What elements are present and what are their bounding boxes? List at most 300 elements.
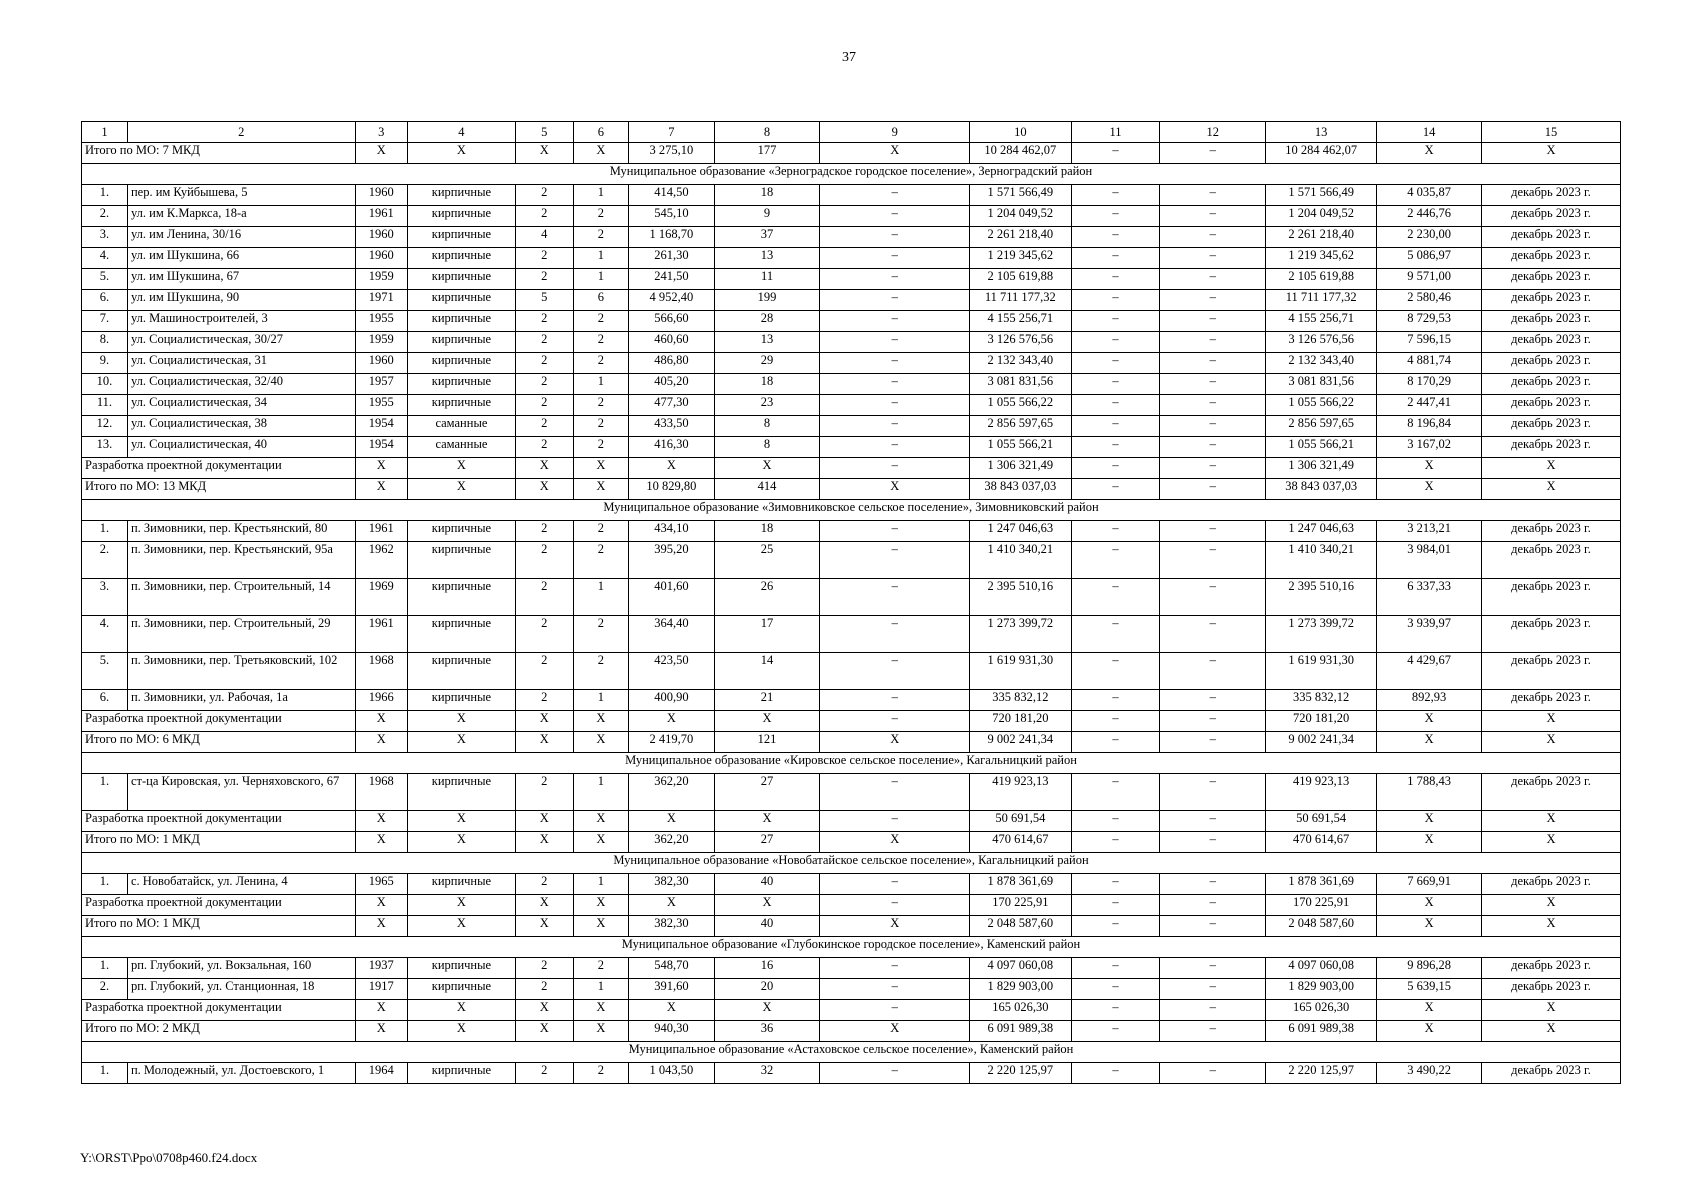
table-cell: X — [820, 832, 970, 853]
table-cell: 486,80 — [629, 353, 715, 374]
table-cell: 2 — [573, 521, 629, 542]
building-row — [82, 395, 1621, 416]
table-cell: 1960 — [355, 248, 407, 269]
table-cell: – — [1160, 374, 1266, 395]
table-cell: – — [820, 811, 970, 832]
table-cell: X — [1377, 711, 1482, 732]
building-row — [82, 416, 1621, 437]
table-cell: X — [407, 458, 515, 479]
table-cell: X — [714, 711, 820, 732]
table-cell: – — [820, 579, 970, 616]
building-row — [82, 185, 1621, 206]
table-cell: 3 167,02 — [1377, 437, 1482, 458]
table-cell: 1 273 399,72 — [970, 616, 1072, 653]
housing-repair-table — [81, 121, 1621, 1084]
table-cell: X — [407, 732, 515, 753]
table-cell: X — [1481, 479, 1620, 500]
table-cell: 14 — [714, 653, 820, 690]
table-cell: 2 — [573, 653, 629, 690]
building-address: п. Молодежный, ул. Достоевского, 1 — [127, 1063, 355, 1084]
table-cell: 405,20 — [629, 374, 715, 395]
table-cell: 1966 — [355, 690, 407, 711]
table-cell: X — [515, 1021, 573, 1042]
table-cell: 940,30 — [629, 1021, 715, 1042]
building-row — [82, 774, 1621, 811]
table-cell: 2 105 619,88 — [1266, 269, 1377, 290]
table-cell: X — [355, 479, 407, 500]
table-cell: 2 — [573, 332, 629, 353]
table-cell: – — [820, 1063, 970, 1084]
table-cell: X — [820, 916, 970, 937]
table-cell: 2 132 343,40 — [970, 353, 1072, 374]
table-cell: – — [820, 227, 970, 248]
table-cell: 2 — [573, 616, 629, 653]
table-cell: X — [1377, 916, 1482, 937]
column-header: 14 — [1377, 122, 1482, 143]
table-cell: – — [1160, 774, 1266, 811]
table-cell: 1962 — [355, 542, 407, 579]
table-cell: – — [1160, 542, 1266, 579]
summary-label: Разработка проектной документации — [82, 895, 356, 916]
table-cell: – — [1160, 248, 1266, 269]
table-cell: – — [1071, 269, 1160, 290]
table-cell: – — [1160, 653, 1266, 690]
table-cell: 2 — [573, 311, 629, 332]
table-cell: 36 — [714, 1021, 820, 1042]
table-cell: – — [1071, 774, 1160, 811]
building-address: пер. им Куйбышева, 5 — [127, 185, 355, 206]
table-cell: X — [1377, 1000, 1482, 1021]
table-cell: – — [1160, 416, 1266, 437]
table-cell: 13 — [714, 332, 820, 353]
building-row — [82, 542, 1621, 579]
table-cell: 170 225,91 — [970, 895, 1072, 916]
summary-row — [82, 479, 1621, 500]
table-cell: X — [355, 832, 407, 853]
summary-row — [82, 732, 1621, 753]
row-number: 2. — [82, 979, 128, 1000]
table-cell: 26 — [714, 579, 820, 616]
row-number: 2. — [82, 542, 128, 579]
table-cell: кирпичные — [407, 958, 515, 979]
table-cell: 1957 — [355, 374, 407, 395]
table-cell: – — [820, 979, 970, 1000]
table-cell: 165 026,30 — [970, 1000, 1072, 1021]
table-cell: 2 132 343,40 — [1266, 353, 1377, 374]
building-row — [82, 521, 1621, 542]
table-cell: 892,93 — [1377, 690, 1482, 711]
table-cell: декабрь 2023 г. — [1481, 269, 1620, 290]
table-cell: – — [1071, 521, 1160, 542]
table-cell: 2 — [515, 332, 573, 353]
table-cell: 1 — [573, 979, 629, 1000]
table-cell: X — [573, 832, 629, 853]
building-row — [82, 206, 1621, 227]
table-cell: 3 275,10 — [629, 143, 715, 164]
table-cell: 9 571,00 — [1377, 269, 1482, 290]
table-cell: декабрь 2023 г. — [1481, 774, 1620, 811]
table-cell: 18 — [714, 185, 820, 206]
table-cell: 1 619 931,30 — [1266, 653, 1377, 690]
table-cell: – — [820, 332, 970, 353]
table-cell: 4 035,87 — [1377, 185, 1482, 206]
table-cell: 7 596,15 — [1377, 332, 1482, 353]
table-cell: 121 — [714, 732, 820, 753]
municipality-name: Муниципальное образование «Зерноградское городское поселение», Зерноградский район — [82, 164, 1621, 185]
table-cell: 4 429,67 — [1377, 653, 1482, 690]
table-cell: декабрь 2023 г. — [1481, 579, 1620, 616]
table-cell: 2 — [515, 185, 573, 206]
table-cell: 1 410 340,21 — [1266, 542, 1377, 579]
table-cell: кирпичные — [407, 248, 515, 269]
table-cell: – — [1160, 311, 1266, 332]
table-cell: 38 843 037,03 — [1266, 479, 1377, 500]
municipality-section-row — [82, 164, 1621, 185]
table-cell: 335 832,12 — [970, 690, 1072, 711]
table-cell: X — [407, 916, 515, 937]
row-number: 5. — [82, 269, 128, 290]
table-cell: 1 788,43 — [1377, 774, 1482, 811]
table-cell: – — [1160, 332, 1266, 353]
table-cell: X — [407, 479, 515, 500]
column-header: 5 — [515, 122, 573, 143]
building-row — [82, 979, 1621, 1000]
table-cell: 400,90 — [629, 690, 715, 711]
table-cell: 2 — [515, 248, 573, 269]
table-cell: 25 — [714, 542, 820, 579]
table-cell: X — [515, 479, 573, 500]
table-cell: X — [355, 711, 407, 732]
table-cell: 1959 — [355, 269, 407, 290]
table-cell: 382,30 — [629, 874, 715, 895]
table-cell: X — [1377, 811, 1482, 832]
table-cell: 2 — [573, 206, 629, 227]
table-cell: X — [1377, 1021, 1482, 1042]
table-cell: 8 170,29 — [1377, 374, 1482, 395]
table-cell: 8 196,84 — [1377, 416, 1482, 437]
table-cell: 1971 — [355, 290, 407, 311]
table-cell: – — [1160, 732, 1266, 753]
table-cell: 17 — [714, 616, 820, 653]
table-cell: 477,30 — [629, 395, 715, 416]
municipality-name: Муниципальное образование «Кировское сельское поселение», Кагальницкий район — [82, 753, 1621, 774]
table-cell: кирпичные — [407, 269, 515, 290]
table-cell: – — [1071, 374, 1160, 395]
table-cell: – — [1071, 579, 1160, 616]
table-cell: 1961 — [355, 521, 407, 542]
row-number: 1. — [82, 774, 128, 811]
table-cell: кирпичные — [407, 332, 515, 353]
table-cell: – — [820, 653, 970, 690]
summary-label: Разработка проектной документации — [82, 711, 356, 732]
table-cell: 1968 — [355, 774, 407, 811]
table-cell: 177 — [714, 143, 820, 164]
summary-row — [82, 143, 1621, 164]
row-number: 3. — [82, 579, 128, 616]
table-cell: X — [355, 143, 407, 164]
table-cell: декабрь 2023 г. — [1481, 521, 1620, 542]
table-cell: 1968 — [355, 653, 407, 690]
table-cell: 8 — [714, 437, 820, 458]
table-cell: 720 181,20 — [970, 711, 1072, 732]
table-cell: 1 306 321,49 — [970, 458, 1072, 479]
table-cell: декабрь 2023 г. — [1481, 290, 1620, 311]
table-cell: 11 — [714, 269, 820, 290]
table-cell: X — [1481, 832, 1620, 853]
table-cell: X — [1377, 143, 1482, 164]
table-cell: – — [1071, 206, 1160, 227]
table-cell: 395,20 — [629, 542, 715, 579]
table-cell: 335 832,12 — [1266, 690, 1377, 711]
municipality-section-row — [82, 753, 1621, 774]
table-cell: 29 — [714, 353, 820, 374]
building-row — [82, 690, 1621, 711]
table-cell: 38 843 037,03 — [970, 479, 1072, 500]
building-address: п. Зимовники, пер. Крестьянский, 80 — [127, 521, 355, 542]
table-cell: 3 490,22 — [1377, 1063, 1482, 1084]
municipality-name: Муниципальное образование «Глубокинское городское поселение», Каменский район — [82, 937, 1621, 958]
table-cell: – — [1071, 895, 1160, 916]
building-address: ст-ца Кировская, ул. Черняховского, 67 — [127, 774, 355, 811]
table-cell: X — [573, 1021, 629, 1042]
table-cell: – — [1160, 1021, 1266, 1042]
table-cell: 1954 — [355, 416, 407, 437]
building-row — [82, 227, 1621, 248]
building-address: ул. Машиностроителей, 3 — [127, 311, 355, 332]
building-address: ул. Социалистическая, 40 — [127, 437, 355, 458]
table-cell: 1 — [573, 579, 629, 616]
table-cell: – — [1160, 353, 1266, 374]
table-cell: 2 105 619,88 — [970, 269, 1072, 290]
table-cell: 2 856 597,65 — [1266, 416, 1377, 437]
municipality-section-row — [82, 500, 1621, 521]
table-cell: X — [407, 711, 515, 732]
column-header: 6 — [573, 122, 629, 143]
table-cell: 1964 — [355, 1063, 407, 1084]
table-cell: 2 261 218,40 — [1266, 227, 1377, 248]
table-cell: X — [1481, 143, 1620, 164]
table-cell: – — [820, 353, 970, 374]
table-cell: 241,50 — [629, 269, 715, 290]
summary-label: Итого по МО: 13 МКД — [82, 479, 356, 500]
table-cell: 2 220 125,97 — [1266, 1063, 1377, 1084]
table-cell: 5 639,15 — [1377, 979, 1482, 1000]
table-cell: – — [1071, 732, 1160, 753]
table-cell: 2 — [515, 269, 573, 290]
table-cell: декабрь 2023 г. — [1481, 206, 1620, 227]
table-cell: 1 — [573, 874, 629, 895]
table-cell: – — [1071, 874, 1160, 895]
table-cell: 2 — [515, 437, 573, 458]
table-cell: X — [355, 732, 407, 753]
table-cell: X — [714, 1000, 820, 1021]
table-cell: X — [629, 1000, 715, 1021]
building-row — [82, 579, 1621, 616]
table-cell: 470 614,67 — [1266, 832, 1377, 853]
table-cell: 5 — [515, 290, 573, 311]
table-cell: 6 337,33 — [1377, 579, 1482, 616]
page-number: 37 — [842, 50, 856, 65]
summary-label: Итого по МО: 7 МКД — [82, 143, 356, 164]
table-cell: – — [1160, 958, 1266, 979]
row-number: 7. — [82, 311, 128, 332]
table-cell: декабрь 2023 г. — [1481, 1063, 1620, 1084]
table-cell: – — [1071, 353, 1160, 374]
table-cell: декабрь 2023 г. — [1481, 227, 1620, 248]
table-cell: – — [1160, 185, 1266, 206]
building-row — [82, 374, 1621, 395]
table-cell: 414 — [714, 479, 820, 500]
table-cell: 1917 — [355, 979, 407, 1000]
table-cell: 2 446,76 — [1377, 206, 1482, 227]
table-cell: декабрь 2023 г. — [1481, 353, 1620, 374]
table-cell: – — [820, 395, 970, 416]
table-cell: X — [714, 895, 820, 916]
table-cell: X — [1481, 811, 1620, 832]
row-number: 1. — [82, 185, 128, 206]
table-cell: – — [1160, 832, 1266, 853]
table-cell: 2 395 510,16 — [1266, 579, 1377, 616]
table-cell: 1955 — [355, 395, 407, 416]
table-cell: 2 — [515, 416, 573, 437]
table-cell: 1 — [573, 269, 629, 290]
table-cell: декабрь 2023 г. — [1481, 958, 1620, 979]
building-address: ул. Социалистическая, 34 — [127, 395, 355, 416]
table-cell: – — [820, 1000, 970, 1021]
table-cell: саманные — [407, 416, 515, 437]
row-number: 12. — [82, 416, 128, 437]
table-cell: – — [820, 206, 970, 227]
table-cell: саманные — [407, 437, 515, 458]
table-cell: – — [820, 311, 970, 332]
table-cell: – — [820, 616, 970, 653]
table-cell: 1 878 361,69 — [1266, 874, 1377, 895]
table-cell: декабрь 2023 г. — [1481, 690, 1620, 711]
row-number: 9. — [82, 353, 128, 374]
table-cell: декабрь 2023 г. — [1481, 653, 1620, 690]
table-cell: 2 — [573, 958, 629, 979]
table-cell: – — [1071, 227, 1160, 248]
table-cell: кирпичные — [407, 206, 515, 227]
row-number: 1. — [82, 521, 128, 542]
table-cell: – — [1160, 290, 1266, 311]
table-cell: – — [1160, 874, 1266, 895]
table-cell: – — [820, 248, 970, 269]
table-cell: 6 — [573, 290, 629, 311]
table-cell: 3 984,01 — [1377, 542, 1482, 579]
table-cell: 1 410 340,21 — [970, 542, 1072, 579]
table-cell: декабрь 2023 г. — [1481, 332, 1620, 353]
table-cell: декабрь 2023 г. — [1481, 874, 1620, 895]
table-cell: – — [1160, 711, 1266, 732]
table-cell: 18 — [714, 521, 820, 542]
table-cell: 1 204 049,52 — [1266, 206, 1377, 227]
summary-row — [82, 1000, 1621, 1021]
summary-row — [82, 895, 1621, 916]
table-cell: 1 — [573, 374, 629, 395]
column-number-row — [82, 122, 1621, 143]
table-cell: – — [1071, 616, 1160, 653]
table-cell: кирпичные — [407, 874, 515, 895]
table-cell: 10 284 462,07 — [1266, 143, 1377, 164]
table-cell: 1 247 046,63 — [1266, 521, 1377, 542]
table-cell: декабрь 2023 г. — [1481, 395, 1620, 416]
table-cell: 8 — [714, 416, 820, 437]
table-cell: кирпичные — [407, 395, 515, 416]
table-cell: – — [1071, 711, 1160, 732]
summary-label: Итого по МО: 1 МКД — [82, 916, 356, 937]
table-cell: X — [355, 895, 407, 916]
table-cell: 27 — [714, 832, 820, 853]
table-cell: 2 220 125,97 — [970, 1063, 1072, 1084]
municipality-section-row — [82, 937, 1621, 958]
table-cell: 1955 — [355, 311, 407, 332]
table-cell: 16 — [714, 958, 820, 979]
table-cell: – — [1160, 206, 1266, 227]
table-cell: 416,30 — [629, 437, 715, 458]
table-cell: – — [1071, 811, 1160, 832]
table-cell: 2 — [573, 353, 629, 374]
table-cell: 1 306 321,49 — [1266, 458, 1377, 479]
table-cell: декабрь 2023 г. — [1481, 542, 1620, 579]
building-address: п. Зимовники, пер. Строительный, 29 — [127, 616, 355, 653]
summary-row — [82, 832, 1621, 853]
table-cell: 2 — [515, 616, 573, 653]
table-cell: – — [820, 774, 970, 811]
row-number: 1. — [82, 1063, 128, 1084]
table-cell: X — [515, 916, 573, 937]
table-cell: 4 097 060,08 — [1266, 958, 1377, 979]
table-cell: – — [1160, 1063, 1266, 1084]
table-cell: – — [1071, 958, 1160, 979]
table-cell: 2 — [515, 579, 573, 616]
table-cell: – — [820, 521, 970, 542]
table-cell: 5 086,97 — [1377, 248, 1482, 269]
summary-label: Итого по МО: 1 МКД — [82, 832, 356, 853]
table-cell: 2 — [515, 1063, 573, 1084]
table-cell: 2 — [515, 690, 573, 711]
table-cell: 1960 — [355, 185, 407, 206]
table-cell: – — [1160, 227, 1266, 248]
table-cell: декабрь 2023 г. — [1481, 616, 1620, 653]
table-cell: декабрь 2023 г. — [1481, 311, 1620, 332]
table-cell: – — [1071, 979, 1160, 1000]
table-cell: X — [1377, 832, 1482, 853]
table-cell: 199 — [714, 290, 820, 311]
table-cell: X — [629, 811, 715, 832]
column-header: 4 — [407, 122, 515, 143]
table-cell: X — [573, 711, 629, 732]
table-cell: – — [1160, 616, 1266, 653]
building-row — [82, 653, 1621, 690]
table-cell: 28 — [714, 311, 820, 332]
table-cell: кирпичные — [407, 353, 515, 374]
table-cell: 419 923,13 — [970, 774, 1072, 811]
table-cell: X — [1377, 479, 1482, 500]
table-cell: – — [1071, 437, 1160, 458]
table-cell: – — [1160, 690, 1266, 711]
table-body — [82, 122, 1621, 1084]
table-cell: декабрь 2023 г. — [1481, 374, 1620, 395]
building-address: ул. им Ленина, 30/16 — [127, 227, 355, 248]
table-cell: X — [1377, 732, 1482, 753]
table-cell: X — [355, 916, 407, 937]
table-cell: – — [820, 416, 970, 437]
table-cell: X — [1377, 895, 1482, 916]
table-cell: 1 055 566,22 — [1266, 395, 1377, 416]
table-cell: 8 729,53 — [1377, 311, 1482, 332]
table-cell: 382,30 — [629, 916, 715, 937]
